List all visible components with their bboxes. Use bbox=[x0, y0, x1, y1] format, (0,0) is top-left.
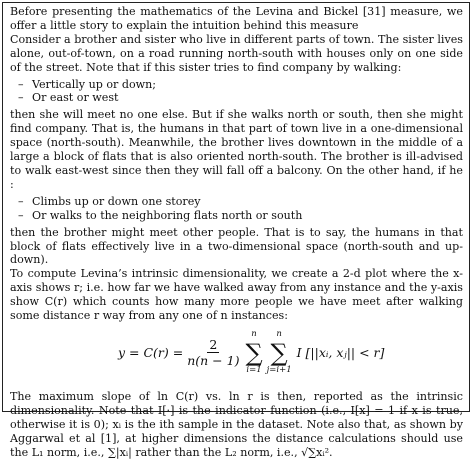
list-item: – Or walks to the neighboring flats north or south bbox=[18, 208, 303, 222]
brother-walk-list bbox=[10, 195, 463, 223]
indicator-term: I [||xᵢ, xⱼ|| < r] bbox=[296, 344, 385, 360]
list-item: – Or east or west bbox=[18, 91, 119, 105]
correlation-dimension-formula bbox=[10, 325, 463, 387]
outer-sum bbox=[245, 328, 262, 378]
sum-lower-limit: j=i+1 bbox=[266, 364, 292, 375]
sum-lower-limit: i=1 bbox=[246, 364, 262, 375]
text-excerpt bbox=[2, 2, 470, 459]
sister-walk-list bbox=[10, 78, 463, 106]
compute-paragraph: To compute Levina’s intrinsic dimensionality, we create a 2-d plot where the x-axis shows r; i.e. how far we have walked away from any instance and the y-axis show C(r) which counts how many more people we have meet after walking some distance r way from any one of n instances: bbox=[10, 267, 463, 323]
sigma-icon: ∑ bbox=[270, 338, 288, 367]
inner-sum bbox=[267, 328, 292, 378]
slope-paragraph: The maximum slope of ln C(r) vs. ln r is then, reported as the intrinsic dimensionality. Note that I[·] is the indicator function (i.e., I[x] = 1 if x is true, otherwise it is 0); xᵢ is the ith sample in the dataset. Note also that, as shown by Aggarwal et al [1], at higher dimensions the distance calculations should use the L₁ norm, i.e., ∑|xᵢ| rather than the L₂ norm, i.e., √∑xᵢ². bbox=[10, 389, 463, 459]
intro-paragraph: Before presenting the mathematics of the Levina and Bickel [31] measure, we offer a little story to explain the intuition behind this measure bbox=[10, 5, 463, 32]
story-paragraph: Consider a brother and sister who live in different parts of town. The sister lives alone, out-of-town, on a road running north-south with houses only on one side of the street. Note that if this sister tries to find company by walking: bbox=[10, 32, 463, 74]
sister-brother-paragraph: then she will meet no one else. But if she walks north or south, then she might find company. That is, the humans in that part of town live in a one-dimensional space (north-south). Meanwhile, the brother lives downtown in the middle of a large a block of flats that is also oriented north-south. The brother is ill-advised to walk east-west since then they will fall off a balcony. On the other hand, if he : bbox=[10, 108, 463, 191]
sigma-icon: ∑ bbox=[245, 338, 263, 367]
formula-fraction bbox=[187, 337, 239, 368]
fraction-numerator: 2 bbox=[209, 337, 218, 353]
sum-upper-limit: n bbox=[276, 328, 282, 339]
fraction-denominator: n(n − 1) bbox=[187, 353, 240, 369]
list-item: – Vertically up or down; bbox=[18, 77, 157, 91]
list-item: – Climbs up or down one storey bbox=[18, 194, 201, 208]
formula-lhs: y = C(r) = bbox=[118, 344, 184, 360]
sum-upper-limit: n bbox=[251, 328, 257, 339]
brother-paragraph: then the brother might meet other people. That is to say, the humans in that block of flats effectively live in a two-dimensional space (north-south and up-down). bbox=[10, 225, 463, 267]
